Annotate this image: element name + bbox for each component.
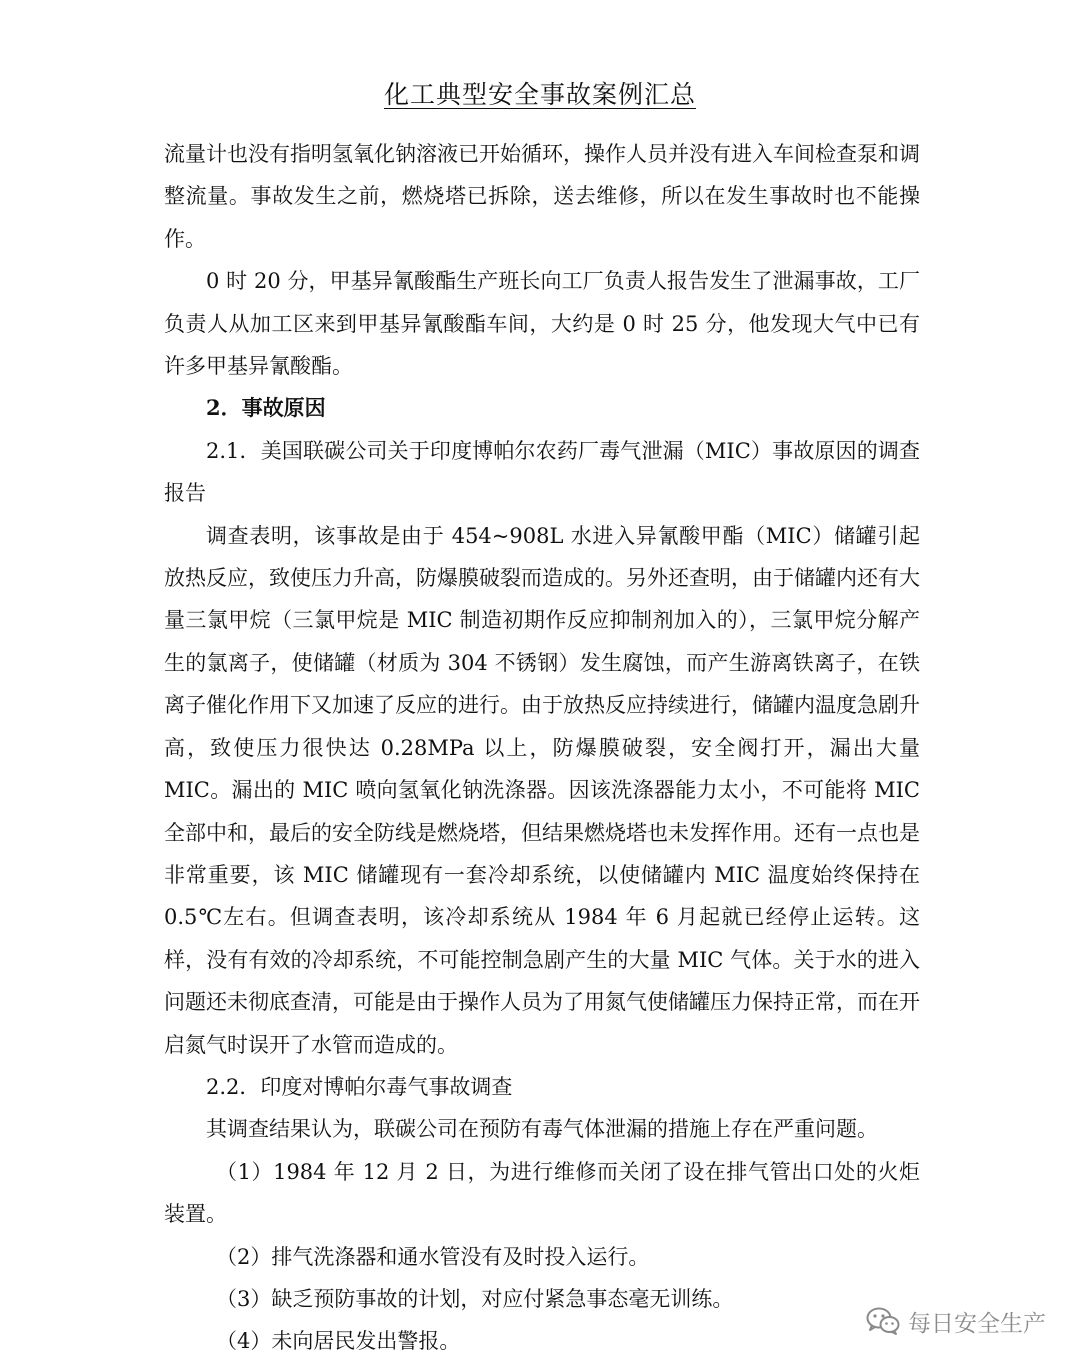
subsection-heading: 2.1．美国联碳公司关于印度博帕尔农药厂毒气泄漏（MIC）事故原因的调查报告 (164, 438, 920, 506)
document-body (164, 133, 920, 1363)
watermark-text: 每日安全生产 (908, 1310, 1046, 1337)
list-item: （2）排气洗涤器和通水管没有及时投入运行。 (216, 1244, 650, 1269)
paragraph: 调查表明，该事故是由于 454~908L 水进入异氰酸甲酯（MIC）储罐引起放热反应，致使压力升高，防爆膜破裂而造成的。另外还查明，由于储罐内还有大量三氯甲烷（三氯甲烷是 MIC 制造初期作反应抑制剂加入的），三氯甲烷分解产生的氯离子，使储罐（材质为 304 不锈钢）发生腐蚀，而产生游离铁离子，在铁离子催化作用下又加速了反应的进行。由于放热反应持续进行，储罐内温度急剧升高，致使压力很快达 0.28MPa 以上，防爆膜破裂，安全阀打开，漏出大量 MIC。漏出的 MIC 喷向氢氧化钠洗涤器。因该洗涤器能力太小，不可能将 MIC 全部中和，最后的安全防线是燃烧塔，但结果燃烧塔也未发挥作用。还有一点也是非常重要，该 MIC 储罐现有一套冷却系统，以使储罐内 MIC 温度始终保持在 0.5℃左右。但调查表明，该冷却系统从 1984 年 6 月起就已经停止运转。这样，没有有效的冷却系统，不可能控制急剧产生的大量 MIC 气体。关于水的进入问题还未彻底查清，可能是由于操作人员为了用氮气使储罐压力保持正常，而在开启氮气时误开了水管而造成的。 (164, 523, 920, 1057)
list-item: （3）缺乏预防事故的计划，对应付紧急事态毫无训练。 (216, 1286, 734, 1311)
document-title: 化工典型安全事故案例汇总 (383, 80, 696, 109)
wechat-icon (866, 1306, 900, 1336)
paragraph: 0 时 20 分，甲基异氰酸酯生产班长向工厂负责人报告发生了泄漏事故，工厂负责人从加工区来到甲基异氰酸酯车间，大约是 0 时 25 分，他发现大气中已有许多甲基异氰酸酯。 (164, 269, 920, 379)
list-item: （4）未向居民发出警报。 (216, 1329, 461, 1354)
list-item: （1）1984 年 12 月 2 日，为进行维修而关闭了设在排气管出口处的火炬装置。 (164, 1159, 920, 1227)
paragraph: 其调查结果认为，联碳公司在预防有毒气体泄漏的措施上存在严重问题。 (206, 1117, 878, 1142)
paragraph: 流量计也没有指明氢氧化钠溶液已开始循环，操作人员并没有进入车间检查泵和调整流量。事故发生之前，燃烧塔已拆除，送去维修，所以在发生事故时也不能操作。 (164, 142, 920, 251)
subsection-heading: 2.2．印度对博帕尔毒气事故调查 (206, 1074, 513, 1099)
section-heading: 2．事故原因 (206, 395, 326, 421)
watermark (866, 1301, 1046, 1341)
